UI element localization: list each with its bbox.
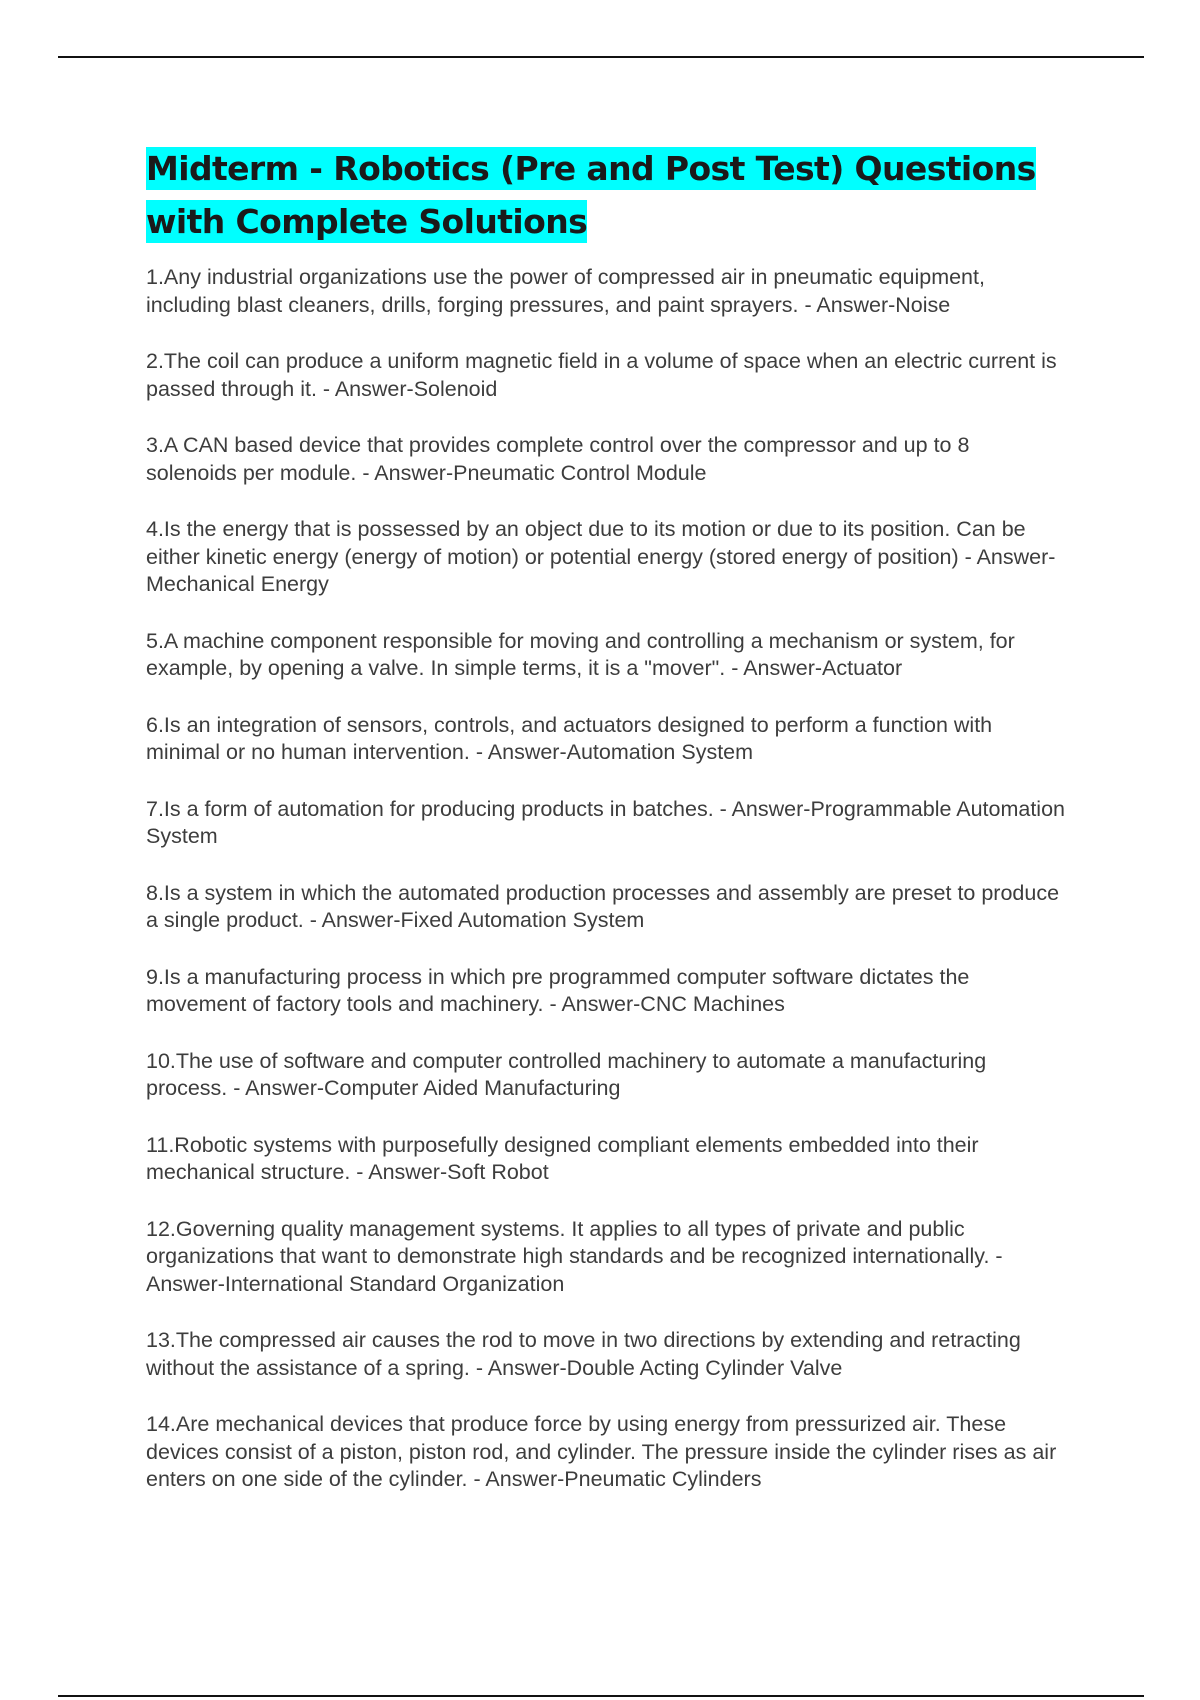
question-item-6: 6.Is an integration of sensors, controls, and actuators designed to perform a function with minimal or no human intervention. - Answer-Automation System bbox=[146, 712, 993, 764]
document-body bbox=[146, 142, 1066, 1523]
question-item-10: 10.The use of software and computer controlled machinery to automate a manufacturing process. - Answer-Computer Aided Manufacturing bbox=[146, 1048, 987, 1100]
question-item-1: 1.Any industrial organizations use the power of compressed air in pneumatic equipment, including blast cleaners, drills, forging pressures, and paint sprayers. - Answer-Noise bbox=[146, 265, 985, 317]
question-item-3: 3.A CAN based device that provides complete control over the compressor and up to 8 solenoids per module. - Answer-Pneumatic Control Module bbox=[146, 433, 970, 485]
question-item-7: 7.Is a form of automation for producing products in batches. - Answer-Programmable Automation System bbox=[146, 796, 1065, 848]
question-item-8: 8.Is a system in which the automated production processes and assembly are preset to produce a single product. - Answer-Fixed Automation System bbox=[146, 880, 1060, 932]
question-item-4: 4.Is the energy that is possessed by an object due to its motion or due to its position. Can be either kinetic energy (energy of motion) or potential energy (stored energy of position) - Answer-Mechanical Energy bbox=[146, 517, 1056, 596]
title-highlight: Midterm - Robotics (Pre and Post Test) Questions with Complete Solutions bbox=[146, 149, 1036, 241]
question-item-12: 12.Governing quality management systems. It applies to all types of private and public organizations that want to demonstrate high standards and be recognized internationally. - Answer-International Standard Organization bbox=[146, 1216, 1003, 1296]
question-item-9: 9.Is a manufacturing process in which pre programmed computer software dictates the movement of factory tools and machinery. - Answer-CNC Machines bbox=[146, 964, 970, 1016]
top-rule bbox=[58, 56, 1144, 58]
document-title bbox=[146, 142, 1066, 248]
question-item-11: 11.Robotic systems with purposefully designed compliant elements embedded into their mechanical structure. - Answer-Soft Robot bbox=[146, 1132, 979, 1184]
question-item-13: 13.The compressed air causes the rod to move in two directions by extending and retracting without the assistance of a spring. - Answer-Double Acting Cylinder Valve bbox=[146, 1328, 1021, 1380]
question-item-2: 2.The coil can produce a uniform magnetic field in a volume of space when an electric current is passed through it. - Answer-Solenoid bbox=[146, 349, 1057, 401]
bottom-rule bbox=[58, 1695, 1144, 1697]
question-item-5: 5.A machine component responsible for moving and controlling a mechanism or system, for example, by opening a valve. In simple terms, it is a "mover". - Answer-Actuator bbox=[146, 628, 1015, 680]
question-item-14: 14.Are mechanical devices that produce force by using energy from pressurized air. These devices consist of a piston, piston rod, and cylinder. The pressure inside the cylinder rises as air enters on one side of the cylinder. - Answer-Pneumatic Cylinders bbox=[146, 1412, 1057, 1491]
